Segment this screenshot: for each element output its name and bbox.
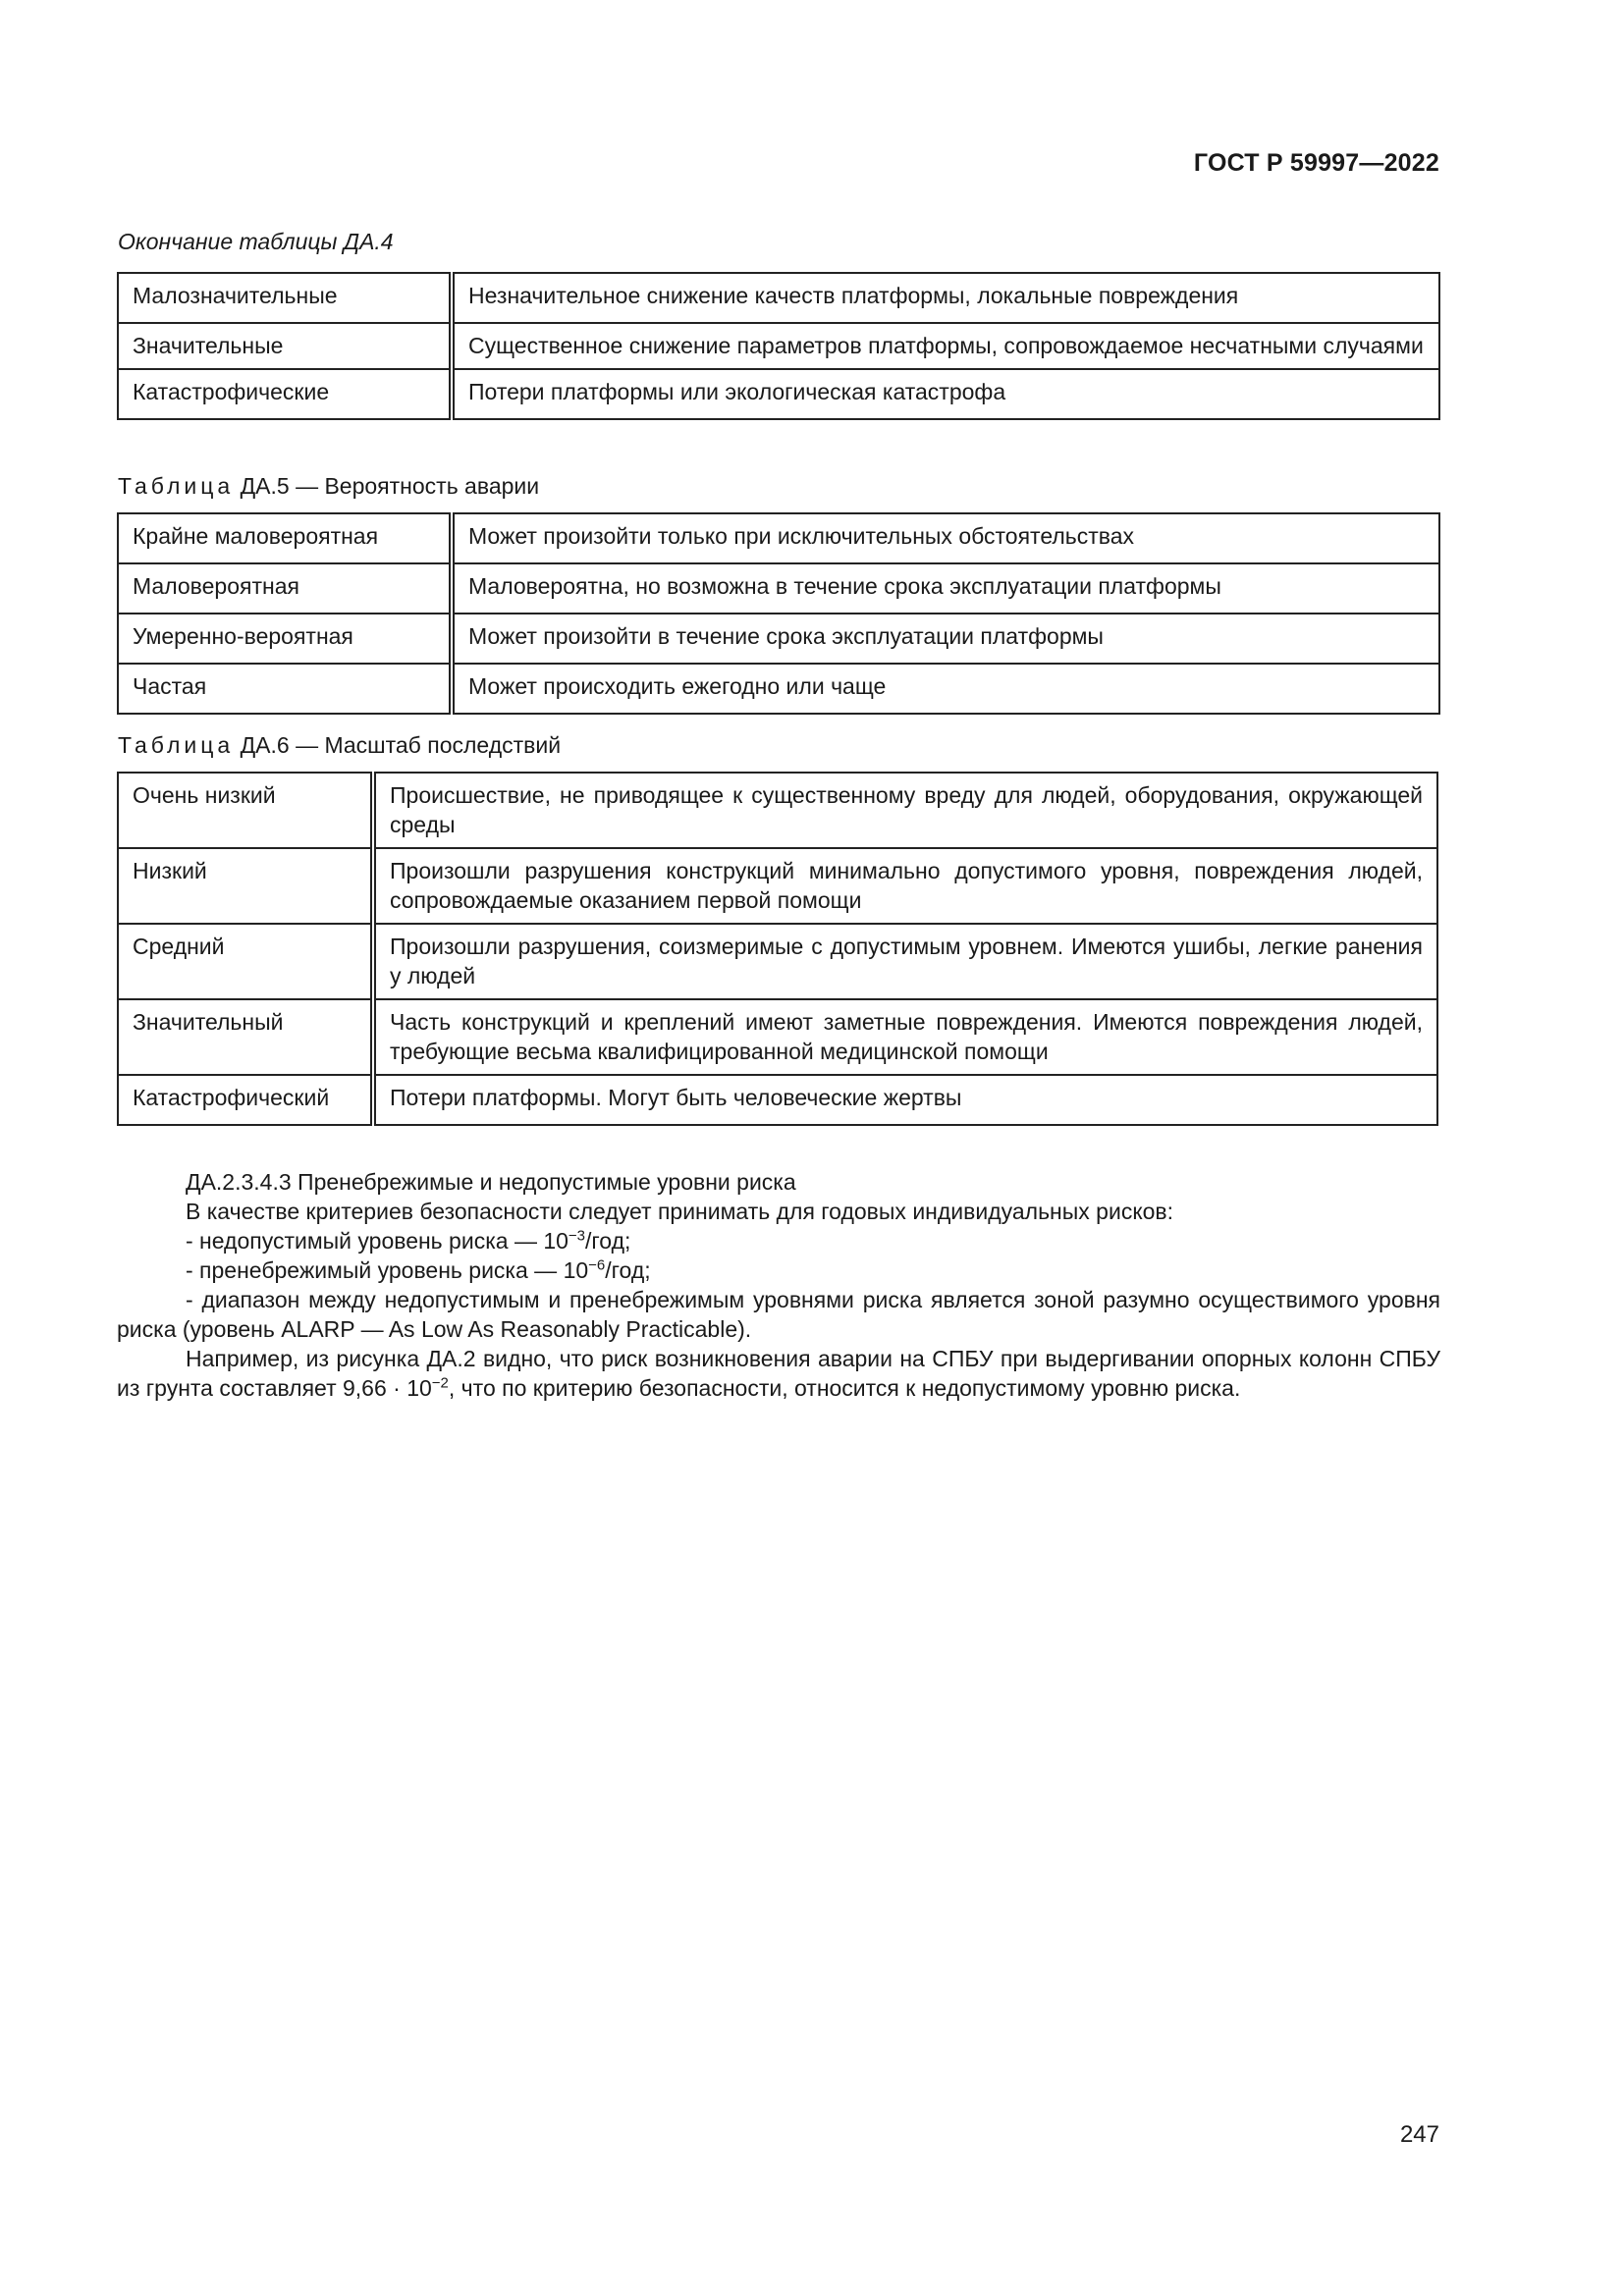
table-cell-term: Значительные [118, 323, 452, 369]
example-text: Например, из рисунка ДА.2 видно, что риск возникновения аварии на СПБУ при выдергивании опорных колонн СПБУ из грунта составляет 9,66 · 10 [117, 1346, 1440, 1401]
table-da5-caption-title: ДА.5 — Вероятность аварии [234, 473, 540, 499]
table-da5 [117, 512, 1440, 715]
table-cell-desc: Незначительное снижение качеств платформы, локальные повреждения [452, 273, 1439, 323]
example-paragraph [117, 1344, 1440, 1403]
table-row [118, 614, 1439, 664]
table-row [118, 323, 1439, 369]
table-da4-caption: Окончание таблицы ДА.4 [118, 229, 394, 254]
table-row [118, 273, 1439, 323]
list-item-unit: /год; [605, 1257, 651, 1283]
table-da5-caption-prefix: Таблица [118, 473, 235, 499]
table-da6-caption-title: ДА.6 — Масштаб последствий [234, 732, 562, 758]
table-cell-desc: Произошли разрушения конструкций минимально допустимого уровня, повреждения людей, сопровождаемые оказанием первой помощи [373, 848, 1437, 924]
table-da4 [117, 272, 1440, 420]
table-da6 [117, 772, 1438, 1126]
list-item [117, 1226, 1440, 1255]
table-row [118, 664, 1439, 714]
table-da6-caption [118, 731, 561, 759]
table-cell-desc: Потери платформы. Могут быть человеческие жертвы [373, 1075, 1437, 1125]
table-row [118, 1075, 1437, 1125]
table-row [118, 513, 1439, 563]
risk-criteria-section [117, 1167, 1440, 1403]
table-cell-desc: Маловероятна, но возможна в течение срока эксплуатации платформы [452, 563, 1439, 614]
table-cell-desc: Может происходить ежегодно или чаще [452, 664, 1439, 714]
table-cell-desc: Происшествие, не приводящее к существенному вреду для людей, оборудования, окружающей среды [373, 773, 1437, 848]
list-item [117, 1255, 1440, 1285]
table-cell-desc: Может произойти в течение срока эксплуатации платформы [452, 614, 1439, 664]
table-cell-desc: Потери платформы или экологическая катастрофа [452, 369, 1439, 419]
exponent: −6 [588, 1256, 606, 1274]
exponent: −3 [568, 1227, 586, 1245]
table-cell-term: Маловероятная [118, 563, 452, 614]
list-item-text: - недопустимый уровень риска — 10 [186, 1228, 568, 1254]
table-cell-desc: Существенное снижение параметров платформы, сопровождаемое несчатными случаями [452, 323, 1439, 369]
page-number: 247 [1399, 2121, 1439, 2148]
table-cell-term: Катастрофический [118, 1075, 373, 1125]
table-row [118, 773, 1437, 848]
table-cell-term: Значительный [118, 999, 373, 1075]
table-row [118, 848, 1437, 924]
section-heading: ДА.2.3.4.3 Пренебрежимые и недопустимые уровни риска [186, 1169, 796, 1195]
table-cell-desc: Может произойти только при исключительных обстоятельствах [452, 513, 1439, 563]
table-cell-desc: Произошли разрушения, соизмеримые с допустимым уровнем. Имеются ушибы, легкие ранения у людей [373, 924, 1437, 999]
table-row [118, 369, 1439, 419]
table-cell-term: Очень низкий [118, 773, 373, 848]
table-row [118, 999, 1437, 1075]
table-cell-desc: Часть конструкций и креплений имеют заметные повреждения. Имеются повреждения людей, требующие весьма квалифицированной медицинской помощи [373, 999, 1437, 1075]
list-item: - диапазон между недопустимым и пренебрежимым уровнями риска является зоной разумно осуществимого уровня риска (уровень ALARP — As Low As Reasonably Practicable). [117, 1287, 1440, 1342]
table-da6-caption-prefix: Таблица [118, 732, 235, 758]
document-id-header: ГОСТ Р 59997—2022 [1193, 149, 1439, 177]
table-cell-term: Низкий [118, 848, 373, 924]
list-item-text: - пренебрежимый уровень риска — 10 [186, 1257, 589, 1283]
section-intro: В качестве критериев безопасности следует принимать для годовых индивидуальных рисков: [186, 1199, 1174, 1224]
table-da5-caption [118, 472, 539, 500]
table-cell-term: Крайне маловероятная [118, 513, 452, 563]
table-row [118, 924, 1437, 999]
list-item-unit: /год; [585, 1228, 631, 1254]
exponent: −2 [431, 1374, 449, 1392]
table-cell-term: Умеренно-вероятная [118, 614, 452, 664]
table-cell-term: Частая [118, 664, 452, 714]
table-cell-term: Средний [118, 924, 373, 999]
example-text-end: , что по критерию безопасности, относится к недопустимому уровню риска. [448, 1375, 1241, 1401]
table-cell-term: Катастрофические [118, 369, 452, 419]
table-row [118, 563, 1439, 614]
table-cell-term: Малозначительные [118, 273, 452, 323]
